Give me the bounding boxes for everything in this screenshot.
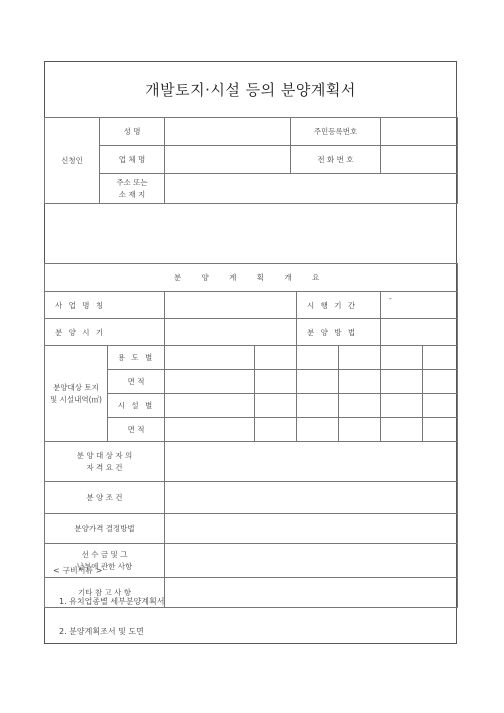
sale-method-label: 분 양 방 법 <box>297 319 381 346</box>
target-cell[interactable] <box>381 394 423 418</box>
price-method-field[interactable] <box>165 514 458 544</box>
applicant-label: 신청인 <box>45 118 100 204</box>
phone-label: 전 화 번 호 <box>291 146 381 174</box>
target-cell[interactable] <box>339 394 381 418</box>
id-number-field[interactable] <box>381 118 458 146</box>
target-label-line2: 및 시설내역(㎡) <box>50 394 102 404</box>
company-label: 업 체 명 <box>100 146 165 174</box>
address-label-line1: 주소 또는 <box>116 177 148 187</box>
address-label-line2: 소 재 지 <box>118 189 146 199</box>
qualification-label <box>45 442 165 482</box>
advance-payment-label-line2: 납부에 관한 사항 <box>76 561 133 571</box>
target-cell[interactable] <box>165 394 255 418</box>
overview-header: 분 양 계 획 개 요 <box>45 264 458 292</box>
target-cell[interactable] <box>297 394 339 418</box>
target-label-line1: 분양대상 토지 <box>53 382 99 392</box>
target-cell[interactable] <box>339 346 381 370</box>
company-field[interactable] <box>165 146 291 174</box>
applicant-table <box>44 117 458 204</box>
sale-method-field[interactable] <box>381 319 458 346</box>
address-label <box>100 174 165 204</box>
target-cell[interactable] <box>423 394 458 418</box>
address-field[interactable] <box>165 174 458 204</box>
id-number-label: 주민등록번호 <box>291 118 381 146</box>
name-label: 성 명 <box>100 118 165 146</box>
target-label <box>45 346 108 442</box>
target-cell[interactable] <box>423 370 458 394</box>
project-name-field[interactable] <box>165 292 297 319</box>
qualification-label-line1: 분 양 대 상 자 의 <box>76 450 133 460</box>
documents-header: < 구비서류 > <box>53 566 103 575</box>
sale-time-field[interactable] <box>165 319 297 346</box>
target-cell[interactable] <box>339 418 381 442</box>
target-cell[interactable] <box>255 394 297 418</box>
target-cell[interactable] <box>165 370 255 394</box>
notes-label: 기타 참 고 사 항 <box>45 578 165 608</box>
form-title: 개발토지·시설 등의 분양계획서 <box>145 81 356 99</box>
conditions-label: 분 양 조 건 <box>45 482 165 514</box>
sale-plan-form <box>44 61 457 644</box>
notes-field[interactable] <box>165 578 458 608</box>
target-cell[interactable] <box>381 418 423 442</box>
target-row-label-facility: 시 설 별 <box>108 394 165 418</box>
sale-time-label: 분 양 시 기 <box>45 319 165 346</box>
target-row-label-area-2: 면 적 <box>108 418 165 442</box>
target-cell[interactable] <box>297 418 339 442</box>
target-cell[interactable] <box>297 370 339 394</box>
period-label: 시 행 기 간 <box>297 292 381 319</box>
target-cell[interactable] <box>381 346 423 370</box>
target-cell[interactable] <box>255 370 297 394</box>
qualification-label-line2: 자 격 요 건 <box>86 462 123 472</box>
target-cell[interactable] <box>423 418 458 442</box>
phone-field[interactable] <box>381 146 458 174</box>
target-row-label-area: 면 적 <box>108 370 165 394</box>
details-table <box>44 441 458 608</box>
target-cell[interactable] <box>165 418 255 442</box>
project-name-label: 사 업 명 칭 <box>45 292 165 319</box>
price-method-label: 분양가격 결정방법 <box>45 514 165 544</box>
period-field[interactable] <box>381 292 458 319</box>
target-row-label-usage: 용 도 별 <box>108 346 165 370</box>
target-cell[interactable] <box>381 370 423 394</box>
target-cell[interactable] <box>297 346 339 370</box>
advance-payment-field[interactable] <box>165 544 458 578</box>
target-cell[interactable] <box>165 346 255 370</box>
name-field[interactable] <box>165 118 291 146</box>
document-item-2: 2. 분양계획조서 및 도면 <box>59 627 144 636</box>
advance-payment-label-line1: 선 수 금 및 그 <box>81 549 128 559</box>
document-item-1: 1. 유치업종별 세부분양계획서 <box>59 597 165 606</box>
target-cell[interactable] <box>255 418 297 442</box>
target-cell[interactable] <box>339 370 381 394</box>
conditions-field[interactable] <box>165 482 458 514</box>
target-cell[interactable] <box>423 346 458 370</box>
overview-table <box>44 263 458 442</box>
period-separator: - <box>389 294 392 303</box>
target-cell[interactable] <box>255 346 297 370</box>
qualification-field[interactable] <box>165 442 458 482</box>
